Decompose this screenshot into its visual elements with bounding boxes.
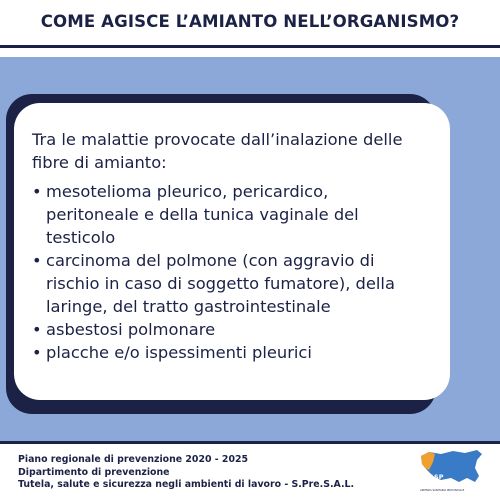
intro-line: Tra le malattie provocate dall’inalazione delle <box>32 130 403 149</box>
footer-line: Piano regionale di prevenzione 2020 - 2025 <box>18 454 249 465</box>
bullet-icon: • <box>32 320 42 339</box>
intro-text <box>32 128 442 174</box>
list-item-line: rischio in caso di soggetto fumatore), della <box>46 274 395 293</box>
asp-trapani-logo <box>419 448 485 492</box>
list-item <box>32 341 442 364</box>
list-item <box>32 249 442 318</box>
footer-text <box>18 454 354 492</box>
bullet-icon: • <box>32 182 42 201</box>
list-item-line: carcinoma del polmone (con aggravio di <box>46 251 375 270</box>
intro-line: fibre di amianto: <box>32 153 167 172</box>
bullet-icon: • <box>32 343 42 362</box>
list-item-line: peritoneale e della tunica vaginale del <box>46 205 359 224</box>
header-divider <box>0 45 500 48</box>
sicily-map-icon <box>419 448 485 492</box>
footer-divider <box>0 441 500 444</box>
footer-line: Tutela, salute e sicurezza negli ambienti di lavoro - S.Pre.S.A.L. <box>18 479 355 490</box>
disease-list <box>32 180 442 364</box>
logo-text-trapani: TRAPANI <box>425 481 455 488</box>
list-item-line: testicolo <box>46 228 116 247</box>
bullet-icon: • <box>32 251 42 270</box>
card-content <box>32 128 442 364</box>
footer-line: Dipartimento di prevenzione <box>18 466 170 478</box>
logo-text-subtitle: AZIENDA SANITARIA PROVINCIALE <box>420 489 465 492</box>
list-item-line: laringe, del tratto gastrointestinale <box>46 297 331 316</box>
header-bar <box>0 0 500 57</box>
list-item <box>32 318 442 341</box>
list-item <box>32 180 442 249</box>
list-item-line: asbestosi polmonare <box>46 320 216 339</box>
page-title: COME AGISCE L’AMIANTO NELL’ORGANISMO? <box>40 12 460 31</box>
list-item-line: mesotelioma pleurico, pericardico, <box>46 182 329 201</box>
list-item-line: placche e/o ispessimenti pleurici <box>46 343 312 362</box>
logo-text-asp: ASP <box>429 473 444 481</box>
